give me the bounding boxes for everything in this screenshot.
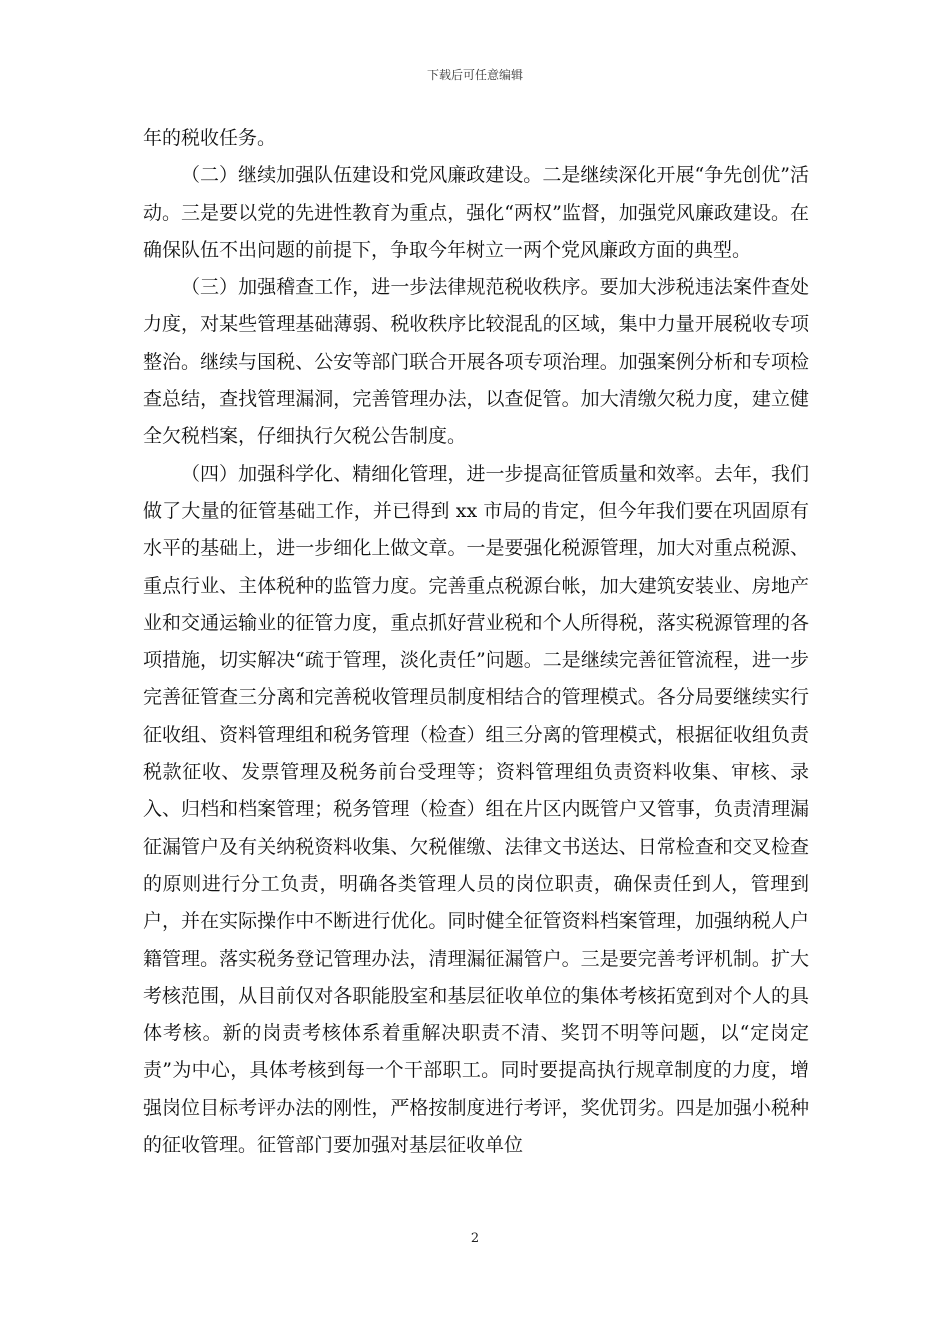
paragraph-team-building: （二）继续加强队伍建设和党风廉政建设。二是继续深化开展“争先创优”活动。三是要以党的先进性教育为重点，强化“两权”监督，加强党风廉政建设。在确保队伍不出问题的前提下，争取今年树立一两个党风廉政方面的典型。	[143, 164, 809, 261]
page-number: 2	[470, 1231, 480, 1246]
document-body	[143, 120, 809, 1164]
paragraph-scientific-management: （四）加强科学化、精细化管理，进一步提高征管质量和效率。去年，我们做了大量的征管基础工作，并已得到 xx 市局的肯定，但今年我们要在巩固原有水平的基础上，进一步细化上做文章。一是要强化税源管理，加大对重点税源、重点行业、主体税种的监管力度。完善重点税源台帐，加大建筑安装业、房地产业和交通运输业的征管力度，重点抓好营业税和个人所得税，落实税源管理的各项措施，切实解决“疏于管理，淡化责任”问题。二是继续完善征管流程，进一步完善征管查三分离和完善税收管理员制度相结合的管理模式。各分局要继续实行征收组、资料管理组和税务管理（检查）组三分离的管理模式，根据征收组负责税款征收、发票管理及税务前台受理等；资料管理组负责资料收集、审核、录入、归档和档案管理；税务管理（检查）组在片区内既管户又管事，负责清理漏征漏管户及有关纳税资料收集、欠税催缴、法律文书送达、日常检查和交叉检查的原则进行分工负责，明确各类管理人员的岗位职责，确保责任到人，管理到户，并在实际操作中不断进行优化。同时健全征管资料档案管理，加强纳税人户籍管理。落实税务登记管理办法，清理漏征漏管户。三是要完善考评机制。扩大考核范围，从目前仅对各职能股室和基层征收单位的集体考核拓宽到对个人的具体考核。新的岗责考核体系着重解决职责不清、奖罚不明等问题，以“定岗定责”为中心，具体考核到每一个干部职工。同时要提高执行规章制度的力度，增强岗位目标考评办法的刚性，严格按制度进行考评，奖优罚劣。四是加强小税种的征收管理。征管部门要加强对基层征收单位	[143, 462, 809, 1157]
page-header: 下载后可任意编辑	[426, 68, 523, 82]
paragraph-inspection-work: （三）加强稽查工作，进一步法律规范税收秩序。要加大涉税违法案件查处力度，对某些管理基础薄弱、税收秩序比较混乱的区域，集中力量开展税收专项整治。继续与国税、公安等部门联合开展各项专项治理。加强案例分析和专项检查总结，查找管理漏洞，完善管理办法，以查促管。加大清缴欠税力度，建立健全欠税档案，仔细执行欠税公告制度。	[143, 276, 809, 448]
paragraph-continuation: 年的税收任务。	[143, 127, 277, 149]
